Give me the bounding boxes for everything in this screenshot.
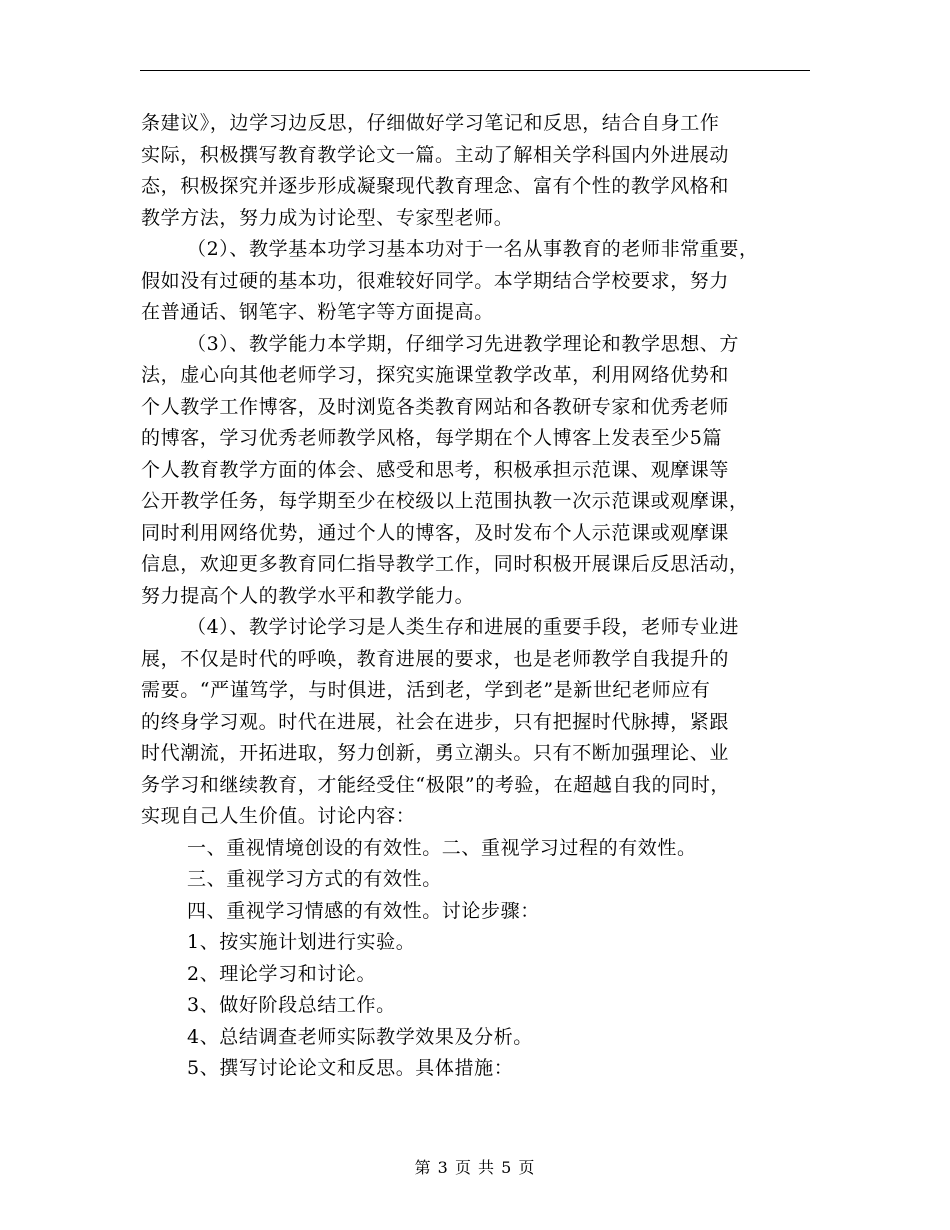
body-line: 展，不仅是时代的呼唤，教育进展的要求，也是老师教学自我提升的 <box>141 647 730 670</box>
step-item-1: 1、按实施计划进行实验。 <box>187 931 416 953</box>
step-item-2: 2、理论学习和讨论。 <box>187 962 377 985</box>
body-line: 的终身学习观。时代在进展，社会在进步，只有把握时代脉搏，紧跟 <box>141 710 730 733</box>
document-body <box>141 108 821 1085</box>
step-item-4: 4、总结调查老师实际教学效果及分析。 <box>187 1025 533 1048</box>
body-line: 个人教育教学方面的体会、感受和思考，积极承担示范课、观摩课等 <box>141 458 730 481</box>
body-line: 个人教学工作博客，及时浏览各类教育网站和各教研专家和优秀老师 <box>141 395 730 418</box>
body-line: 实现自己人生价值。讨论内容： <box>141 805 416 827</box>
body-line: 在普通话、钢笔字、粉笔字等方面提高。 <box>141 301 494 323</box>
step-item-5: 5、撰写讨论论文和反思。具体措施： <box>187 1057 514 1079</box>
body-line: 信息，欢迎更多教育同仁指导教学工作，同时积极开展课后反思活动， <box>141 553 749 575</box>
body-line: 条建议》，边学习边反思，仔细做好学习笔记和反思，结合自身工作 <box>141 112 720 134</box>
body-line: 时代潮流，开拓进取，努力创新，勇立潮头。只有不断加强理论、业 <box>141 742 730 764</box>
paragraph-2-start: （2）、教学基本功学习基本功对于一名从事教育的老师非常重要， <box>187 238 759 260</box>
paragraph-3-start: （3）、教学能力本学期，仔细学习先进教学理论和教学思想、方 <box>187 332 739 355</box>
body-line: 实际，积极撰写教育教学论文一篇。主动了解相关学科国内外进展动 <box>141 143 730 166</box>
body-line: 的博客，学习优秀老师教学风格，每学期在个人博客上发表至少5篇 <box>141 427 723 449</box>
body-line: 务学习和继续教育，才能经受住“极限”的考验，在超越自我的同时， <box>141 773 731 796</box>
step-item-3: 3、做好阶段总结工作。 <box>187 994 396 1016</box>
content-item-1: 一、重视情境创设的有效性。二、重视学习过程的有效性。 <box>187 836 697 859</box>
page-number: 第 3 页 共 5 页 <box>414 1158 536 1177</box>
content-item-4: 四、重视学习情感的有效性。讨论步骤： <box>187 899 540 922</box>
body-line: 教学方法，努力成为讨论型、专家型老师。 <box>141 206 514 229</box>
body-line: 态，积极探究并逐步形成凝聚现代教育理念、富有个性的教学风格和 <box>141 175 730 197</box>
body-line: 法，虚心向其他老师学习，探究实施课堂教学改革，利用网络优势和 <box>141 364 730 386</box>
body-line: 需要。“严谨笃学，与时俱进，活到老，学到老”是新世纪老师应有 <box>141 679 711 701</box>
body-line: 努力提高个人的教学水平和教学能力。 <box>141 584 475 607</box>
body-line: 假如没有过硬的基本功，很难较好同学。本学期结合学校要求，努力 <box>141 269 730 292</box>
header-rule <box>140 70 810 71</box>
body-line: 同时利用网络优势，通过个人的博客，及时发布个人示范课或观摩课 <box>141 521 730 544</box>
paragraph-4-start: （4）、教学讨论学习是人类生存和进展的重要手段，老师专业进 <box>187 616 739 638</box>
content-item-3: 三、重视学习方式的有效性。 <box>187 868 442 890</box>
body-line: 公开教学任务，每学期至少在校级以上范围执教一次示范课或观摩课， <box>141 490 749 512</box>
